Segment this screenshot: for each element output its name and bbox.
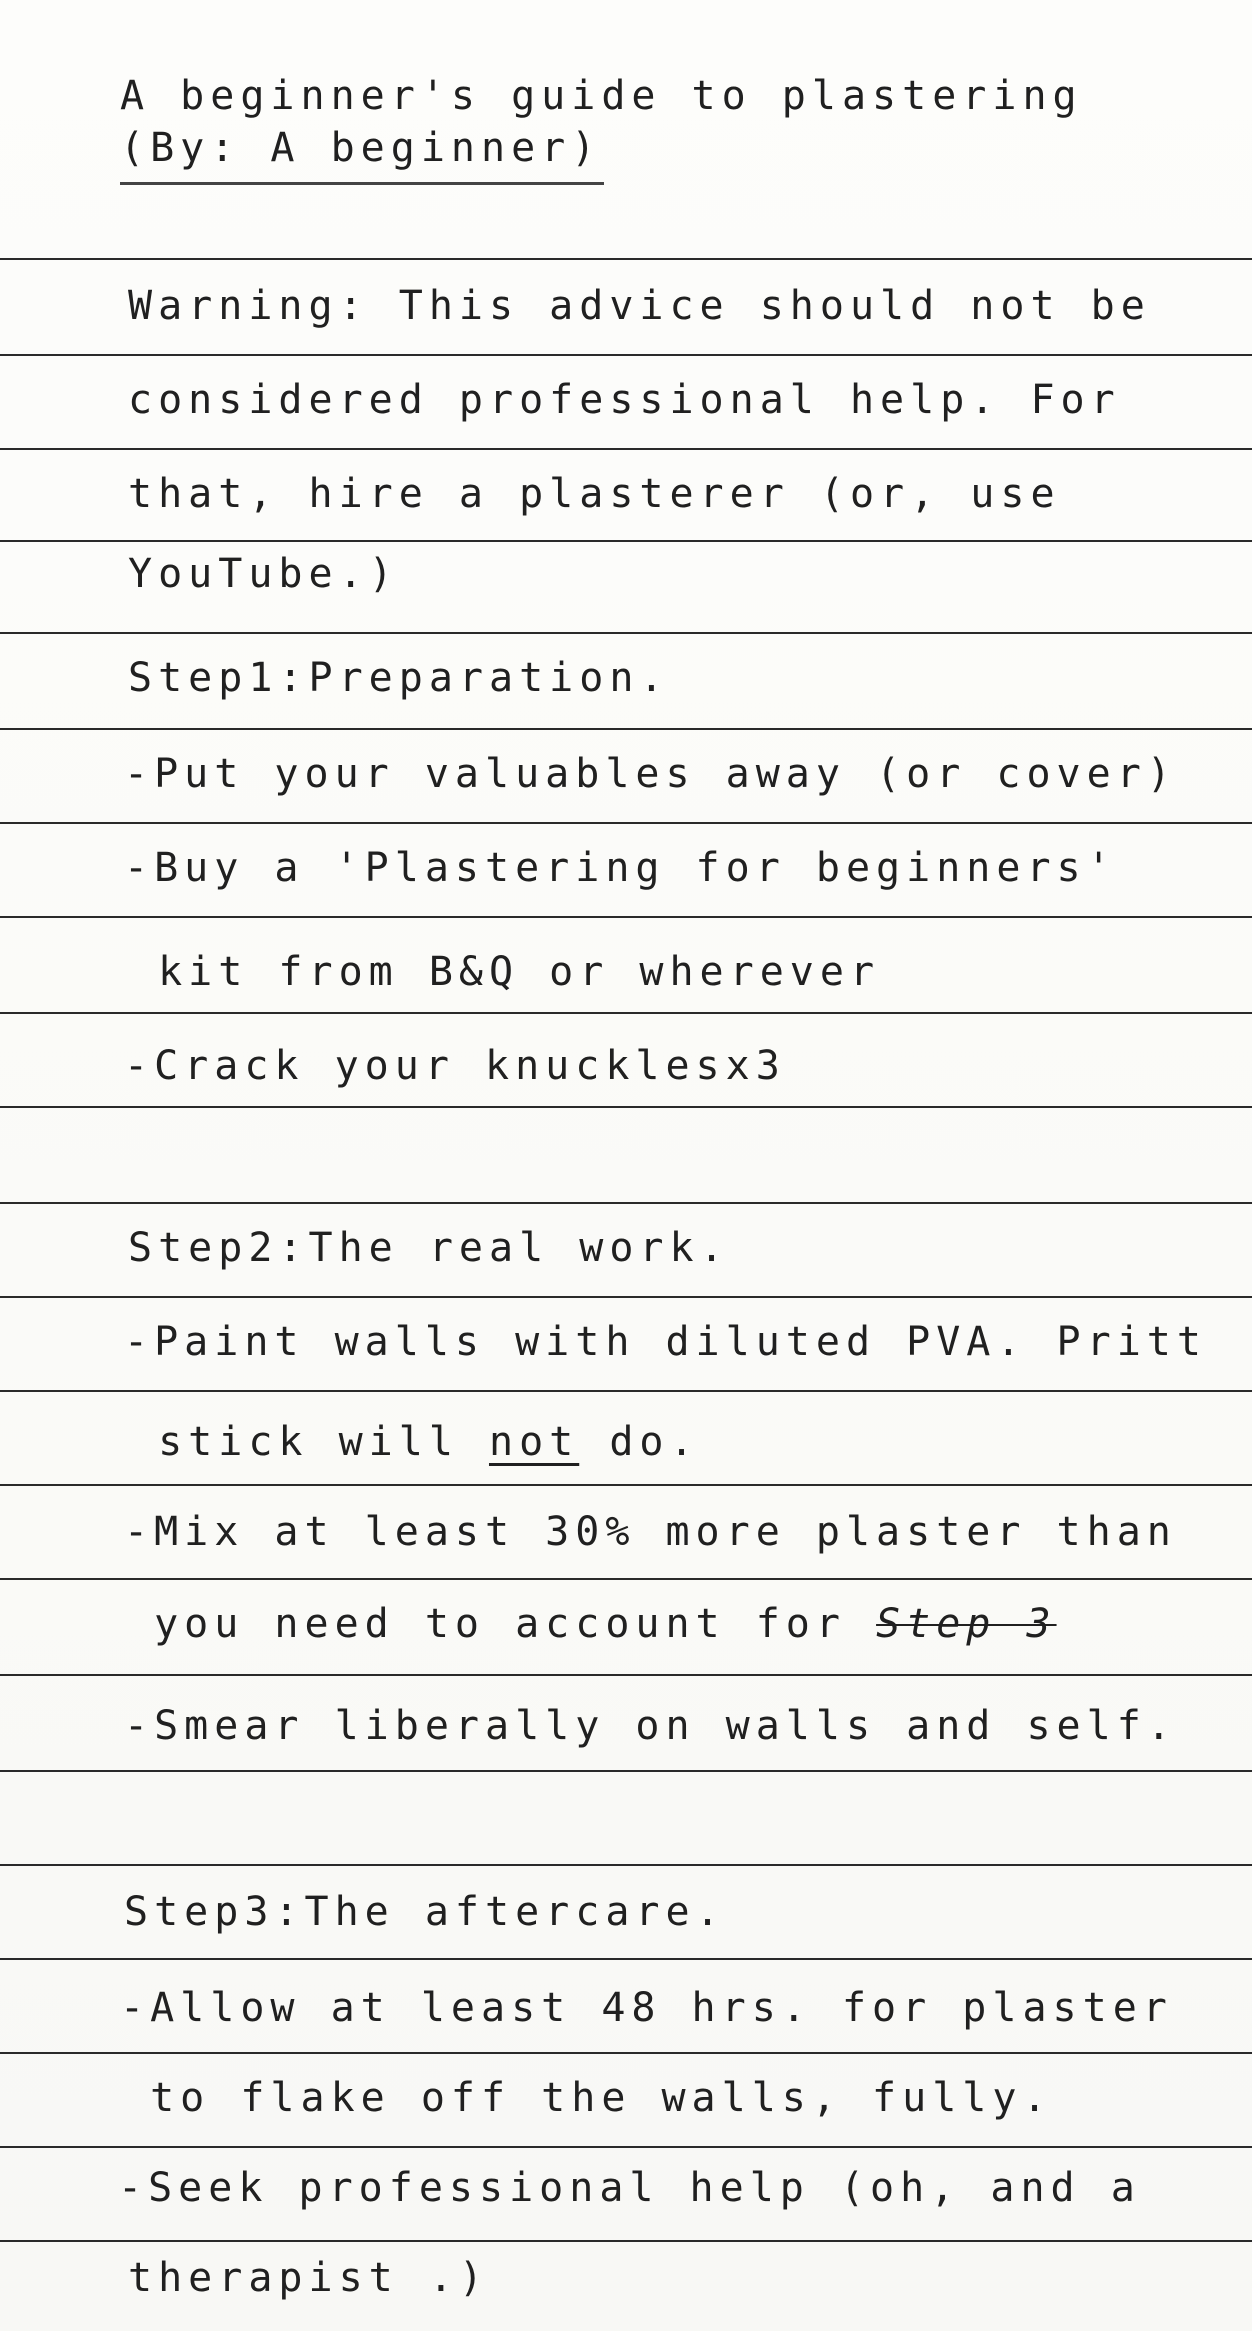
warning-line-1: Warning: This advice should not be	[128, 283, 1151, 329]
ruled-line	[0, 354, 1252, 356]
ruled-line	[0, 916, 1252, 918]
ruled-line	[0, 540, 1252, 542]
text-span: do.	[579, 1419, 700, 1465]
ruled-line	[0, 1012, 1252, 1014]
step1-item-2: -Buy a 'Plastering for beginners'	[124, 845, 1117, 891]
text-span: you need to account for	[124, 1601, 877, 1647]
step2-heading: Step2:The real work.	[128, 1225, 730, 1271]
ruled-line	[0, 822, 1252, 824]
step1-item-1: -Put your valuables away (or cover)	[124, 751, 1177, 797]
step2-item-2-cont	[124, 1598, 1057, 1650]
step2-item-1: -Paint walls with diluted PVA. Pritt	[124, 1319, 1207, 1365]
step3-heading: Step3:The aftercare.	[124, 1889, 726, 1935]
warning-line-4: YouTube.)	[128, 551, 399, 597]
struck-text: Step 3	[876, 1601, 1057, 1647]
title-underline	[120, 182, 604, 185]
step2-item-2: -Mix at least 30% more plaster than	[124, 1509, 1177, 1555]
ruled-line	[0, 1106, 1252, 1108]
step2-item-3: -Smear liberally on walls and self.	[124, 1703, 1177, 1749]
ruled-line	[0, 1202, 1252, 1204]
step1-heading: Step1:Preparation.	[128, 655, 670, 701]
step1-item-2-cont: kit from B&Q or wherever	[128, 949, 881, 995]
ruled-line	[0, 258, 1252, 260]
warning-line-2: considered professional help. For	[128, 377, 1121, 423]
ruled-line	[0, 1770, 1252, 1772]
step3-item-2: -Seek professional help (oh, and a	[118, 2165, 1141, 2211]
ruled-line	[0, 448, 1252, 450]
step2-item-1-cont	[128, 1416, 700, 1468]
ruled-line	[0, 1296, 1252, 1298]
ruled-line	[0, 1484, 1252, 1486]
ruled-line	[0, 1390, 1252, 1392]
ruled-line	[0, 2146, 1252, 2148]
step1-item-3: -Crack your knucklesx3	[124, 1043, 786, 1089]
step3-item-2-cont: therapist .)	[128, 2255, 489, 2301]
ruled-line	[0, 2240, 1252, 2242]
ruled-line	[0, 728, 1252, 730]
ruled-line	[0, 1864, 1252, 1866]
step3-item-1: -Allow at least 48 hrs. for plaster	[120, 1985, 1173, 2031]
warning-line-3: that, hire a plasterer (or, use	[128, 471, 1061, 517]
ruled-line	[0, 2052, 1252, 2054]
ruled-line	[0, 1958, 1252, 1960]
ruled-line	[0, 1578, 1252, 1580]
document-byline: (By: A beginner)	[120, 125, 602, 171]
ruled-line	[0, 1674, 1252, 1676]
ruled-line	[0, 632, 1252, 634]
emphasized-word: not	[488, 1419, 580, 1465]
document-title: A beginner's guide to plastering	[120, 73, 1083, 119]
step3-item-1-cont: to flake off the walls, fully.	[120, 2075, 1053, 2121]
text-span: stick will	[128, 1419, 489, 1465]
